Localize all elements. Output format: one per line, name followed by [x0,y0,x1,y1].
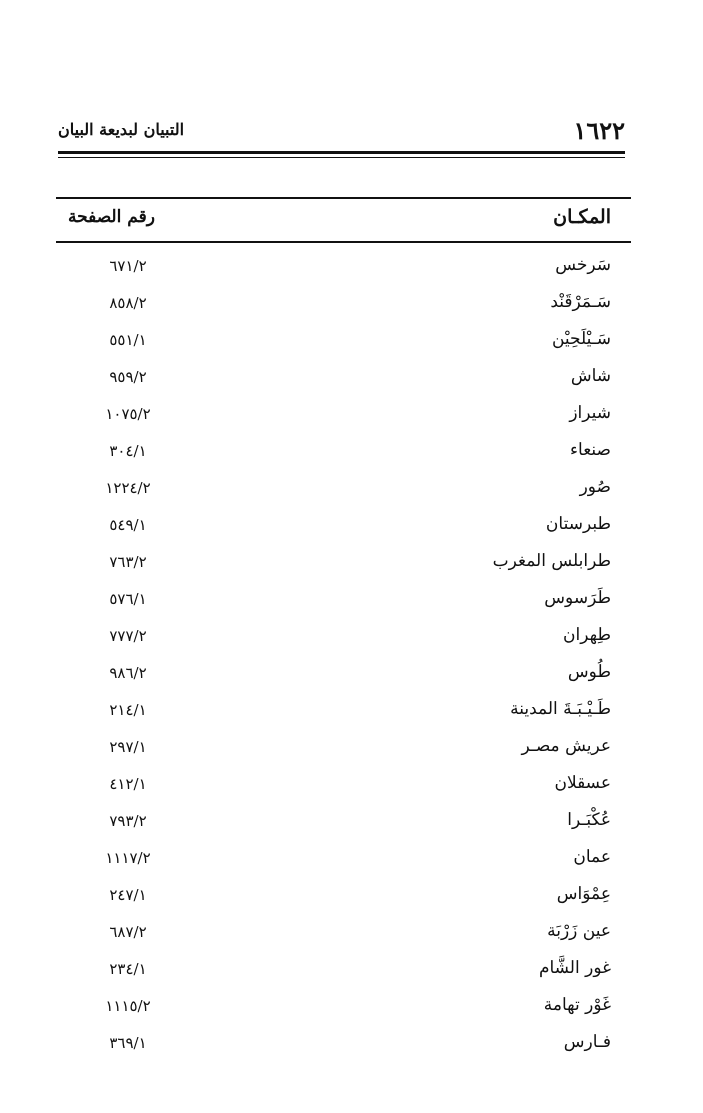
place-name: طبرستان [545,514,611,534]
table-row [56,1027,631,1064]
page-ref: ٣٠٤/١ [109,442,147,460]
place-name: شاش [570,366,611,386]
page-ref: ٧٩٣/٢ [109,812,147,830]
book-title: التبيان لبديعة البيان [58,120,185,139]
page-ref: ٥٥١/١ [109,331,147,349]
table-row [56,435,631,472]
page-ref: ٣٦٩/١ [109,1034,147,1052]
place-name: عين زَرْبَة [547,921,611,941]
page-ref: ٦٨٧/٢ [109,923,147,941]
place-name: غور الشَّام [538,958,611,978]
header-rule-thin [58,157,625,158]
page-ref: ٢٣٤/١ [109,960,147,978]
page-ref: ١١١٥/٢ [105,997,151,1015]
place-name: سَـيْلَحِيْن [551,329,611,349]
page-ref: ٥٤٩/١ [109,516,147,534]
table-row [56,953,631,990]
place-name: عمان [573,847,611,867]
page-ref: ٢٤٧/١ [109,886,147,904]
page-number: ١٦٢٢ [573,116,625,145]
place-name: صنعاء [570,440,611,460]
page-ref: ٥٧٦/١ [109,590,147,608]
table-row [56,324,631,361]
column-header-page: رقم الصفحة [68,207,155,227]
place-name: فـارس [563,1032,611,1052]
place-name: صُور [579,477,611,497]
page-ref: ٩٥٩/٢ [109,368,147,386]
place-name: شيراز [569,403,611,423]
column-header-place: المكـان [553,206,611,228]
table-row [56,657,631,694]
table-body [56,243,631,1064]
header-rule-thick [58,151,625,154]
page-header [58,112,625,152]
table-row [56,694,631,731]
page-ref: ٩٨٦/٢ [109,664,147,682]
place-name: طَـيْـبَـةَ المدينة [510,699,611,719]
places-index-table [56,197,631,1064]
page-ref: ٢١٤/١ [109,701,147,719]
place-name: طرابلس المغرب [492,551,611,571]
table-row [56,768,631,805]
table-row [56,731,631,768]
page-ref: ١١١٧/٢ [105,849,151,867]
page-ref: ٧٧٧/٢ [109,627,147,645]
place-name: عسقلان [554,773,611,793]
place-name: عُكْبَـرا [567,810,611,830]
place-name: سَـمَرْقَنْد [550,292,611,312]
place-name: سَرخس [555,255,611,275]
page-ref: ٨٥٨/٢ [109,294,147,312]
page-ref: ١٢٢٤/٢ [105,479,151,497]
place-name: طِهران [563,625,611,645]
page-ref: ٤١٢/١ [109,775,147,793]
table-row [56,990,631,1027]
table-row [56,805,631,842]
table-row [56,250,631,287]
table-row [56,287,631,324]
table-row [56,620,631,657]
page-ref: ٦٧١/٢ [109,257,147,275]
table-row [56,546,631,583]
page-ref: ٢٩٧/١ [109,738,147,756]
place-name: عِمْوَاس [556,884,611,904]
page-ref: ١٠٧٥/٢ [105,405,151,423]
place-name: طَرَسوس [544,588,611,608]
table-row [56,842,631,879]
table-row [56,398,631,435]
place-name: غَوْر تهامة [543,995,611,1015]
table-row [56,472,631,509]
table-row [56,583,631,620]
page-ref: ٧٦٣/٢ [109,553,147,571]
table-row [56,916,631,953]
table-row [56,361,631,398]
table-header [56,197,631,243]
place-name: عريش مصـر [521,736,611,756]
table-row [56,509,631,546]
table-row [56,879,631,916]
place-name: طُوس [567,662,611,682]
